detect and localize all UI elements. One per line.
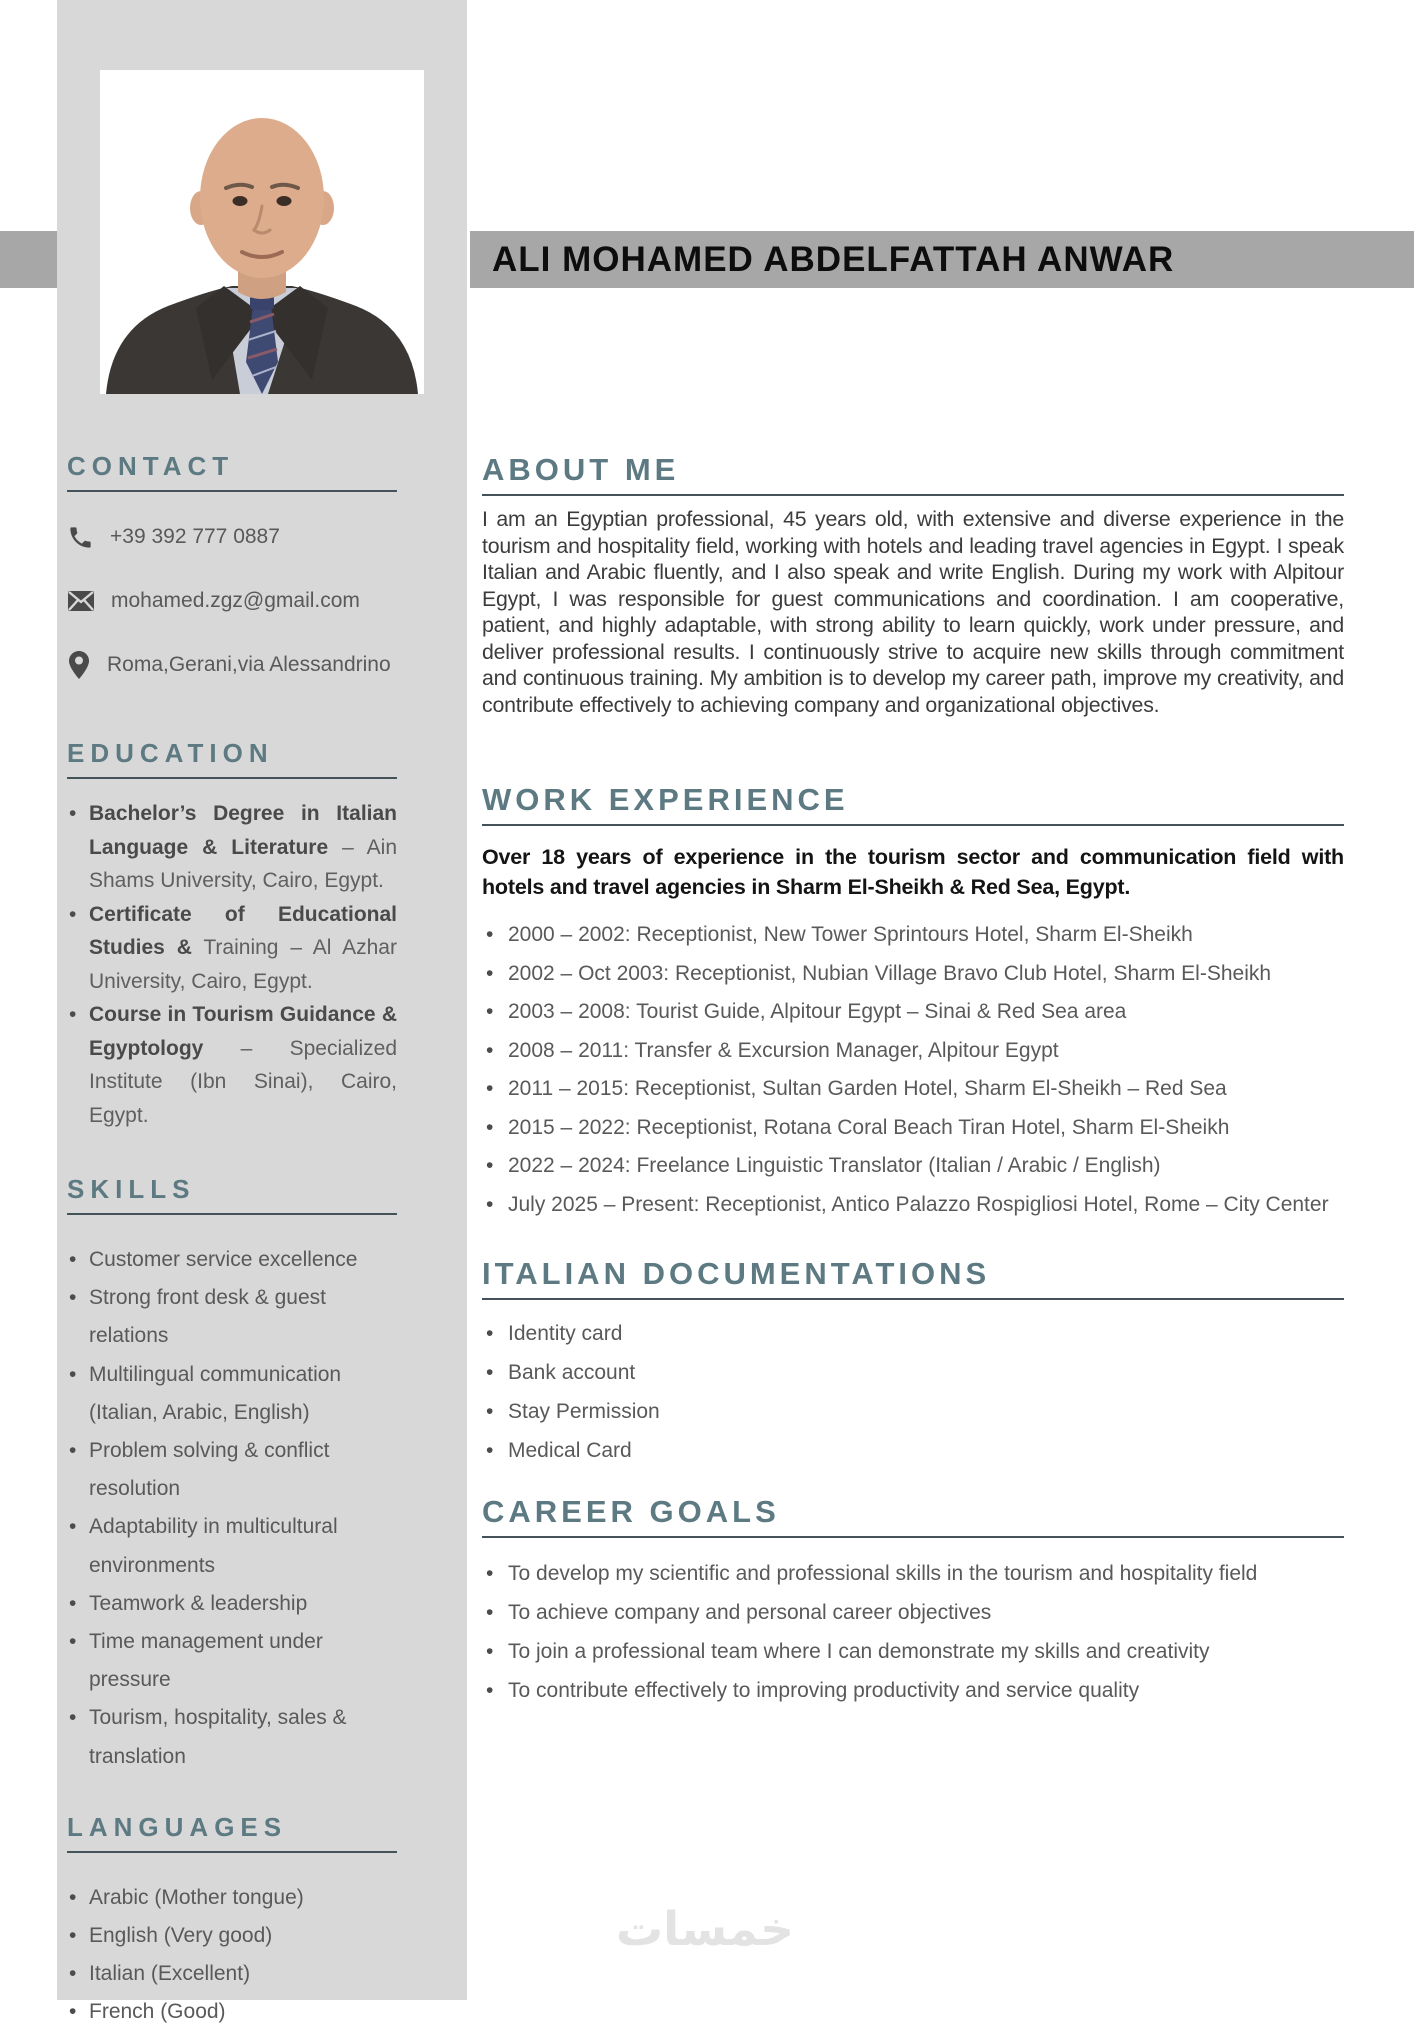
education-item-detail: – Specialized Institute (Ibn Sinai), Cairo, Egypt. [89,1036,397,1127]
left-accent-block [0,231,57,288]
languages-rule [67,1851,397,1853]
education-item-detail: Training – Al Azhar University, Cairo, Egypt. [89,936,397,993]
skill-item: • Time management under pressure [67,1623,397,1699]
goal-item: • To develop my scientific and professional skills in the tourism and hospitality field [482,1554,1344,1593]
main-content [467,0,1414,1710]
contact-address-text: Roma,Gerani,via Alessandrino [107,653,391,676]
skill-item: • Adaptability in multicultural environments [67,1508,397,1584]
skill-item: • Strong front desk & guest relations [67,1279,397,1355]
education-item [67,898,397,999]
work-experience-heading: WORK EXPERIENCE [482,782,849,817]
work-experience-intro: Over 18 years of experience in the tourism sector and communication field with hotels and travel agencies in Sharm El-Sheikh & Red Sea, Egypt. [482,845,1344,899]
page-title: ALI MOHAMED ABDELFATTAH ANWAR [492,239,1175,279]
skill-item: • Tourism, hospitality, sales & translation [67,1699,397,1775]
contact-phone [67,522,397,552]
skills-rule [67,1213,397,1215]
work-experience-rule [482,824,1344,826]
career-goals-list [482,1554,1344,1710]
education-item-degree: Course in Tourism Guidance & Egyptology [89,1003,397,1060]
education-item-detail: – Ain Shams University, Cairo, Egypt. [89,835,398,892]
career-goals-rule [482,1536,1344,1538]
language-item: • English (Very good) [67,1917,397,1955]
document-item: • Medical Card [482,1431,1344,1470]
work-item: • 2015 – 2022: Receptionist, Rotana Coral Beach Tiran Hotel, Sharm El-Sheikh [482,1109,1344,1148]
work-item: • 2003 – 2008: Tourist Guide, Alpitour Egypt – Sinai & Red Sea area [482,993,1344,1032]
goal-item: • To join a professional team where I can demonstrate my skills and creativity [482,1632,1344,1671]
italian-documentations-rule [482,1298,1344,1300]
work-item: • 2022 – 2024: Freelance Linguistic Translator (Italian / Arabic / English) [482,1147,1344,1186]
about-text: I am an Egyptian professional, 45 years old, with extensive and diverse experience in the tourism and hospitality field, working with hotels and leading travel agencies in Egypt. I speak Italian and Arabic fluently, and I also speak and write English. During my work with Alpitour Egypt, I was responsible for guest communications and coordination. I am cooperative, patient, and highly adaptable, with strong ability to learn quickly, work under pressure, and deliver professional results. I continuously strive to acquire new skills through commitment and continuous training. My ambition is to develop my career path, improve my creativity, and contribute effectively to achieving company and organizational objectives. [482,507,1344,717]
contact-rule [67,490,397,492]
email-icon [67,590,95,612]
language-item: • Arabic (Mother tongue) [67,1879,397,1917]
contact-phone-text: +39 392 777 0887 [110,525,280,548]
document-item: • Bank account [482,1353,1344,1392]
education-item-degree: Bachelor’s Degree in Italian Language & Literature [89,802,397,859]
goal-item: • To achieve company and personal career objectives [482,1593,1344,1632]
language-item: • French (Good) [67,1993,397,2031]
work-item: • July 2025 – Present: Receptionist, Antico Palazzo Rospigliosi Hotel, Rome – City Center [482,1186,1344,1225]
work-item: • 2000 – 2002: Receptionist, New Tower Sprintours Hotel, Sharm El-Sheikh [482,916,1344,955]
language-item: • Italian (Excellent) [67,1955,397,1993]
skills-list [67,1241,397,1776]
work-item: • 2008 – 2011: Transfer & Excursion Manager, Alpitour Egypt [482,1032,1344,1071]
contact-email-text: mohamed.zgz@gmail.com [111,589,360,612]
skill-item: • Problem solving & conflict resolution [67,1432,397,1508]
phone-icon [67,524,94,551]
contact-heading: CONTACT [67,451,235,481]
work-item: • 2011 – 2015: Receptionist, Sultan Garden Hotel, Sharm El-Sheikh – Red Sea [482,1070,1344,1109]
goal-item: • To contribute effectively to improving productivity and service quality [482,1671,1344,1710]
languages-heading: LANGUAGES [67,1811,288,1842]
about-heading: ABOUT ME [482,452,680,487]
contact-email [67,586,397,616]
location-icon [67,650,91,680]
skill-item: • Customer service excellence [67,1241,397,1279]
skill-item: • Teamwork & leadership [67,1585,397,1623]
education-heading: EDUCATION [67,738,274,768]
education-rule [67,777,397,779]
education-item-degree: Certificate of Educational Studies & [89,902,397,959]
italian-documentations-heading: ITALIAN DOCUMENTATIONS [482,1256,991,1291]
education-item [67,998,397,1132]
about-rule [482,494,1344,496]
khamsat-watermark: خمسات [615,1902,795,1957]
career-goals-heading: CAREER GOALS [482,1494,780,1529]
languages-list [67,1879,397,2031]
skill-item: • Multilingual communication (Italian, Arabic, English) [67,1356,397,1432]
education-list [67,797,397,1132]
contact-address [67,650,397,680]
sidebar [57,0,467,2031]
contact-list [67,522,397,680]
education-item [67,797,397,898]
work-item: • 2002 – Oct 2003: Receptionist, Nubian Village Bravo Club Hotel, Sharm El-Sheikh [482,955,1344,994]
italian-documentations-list [482,1314,1344,1470]
work-experience-list [482,916,1344,1224]
document-item: • Identity card [482,1314,1344,1353]
skills-heading: SKILLS [67,1174,196,1204]
document-item: • Stay Permission [482,1392,1344,1431]
